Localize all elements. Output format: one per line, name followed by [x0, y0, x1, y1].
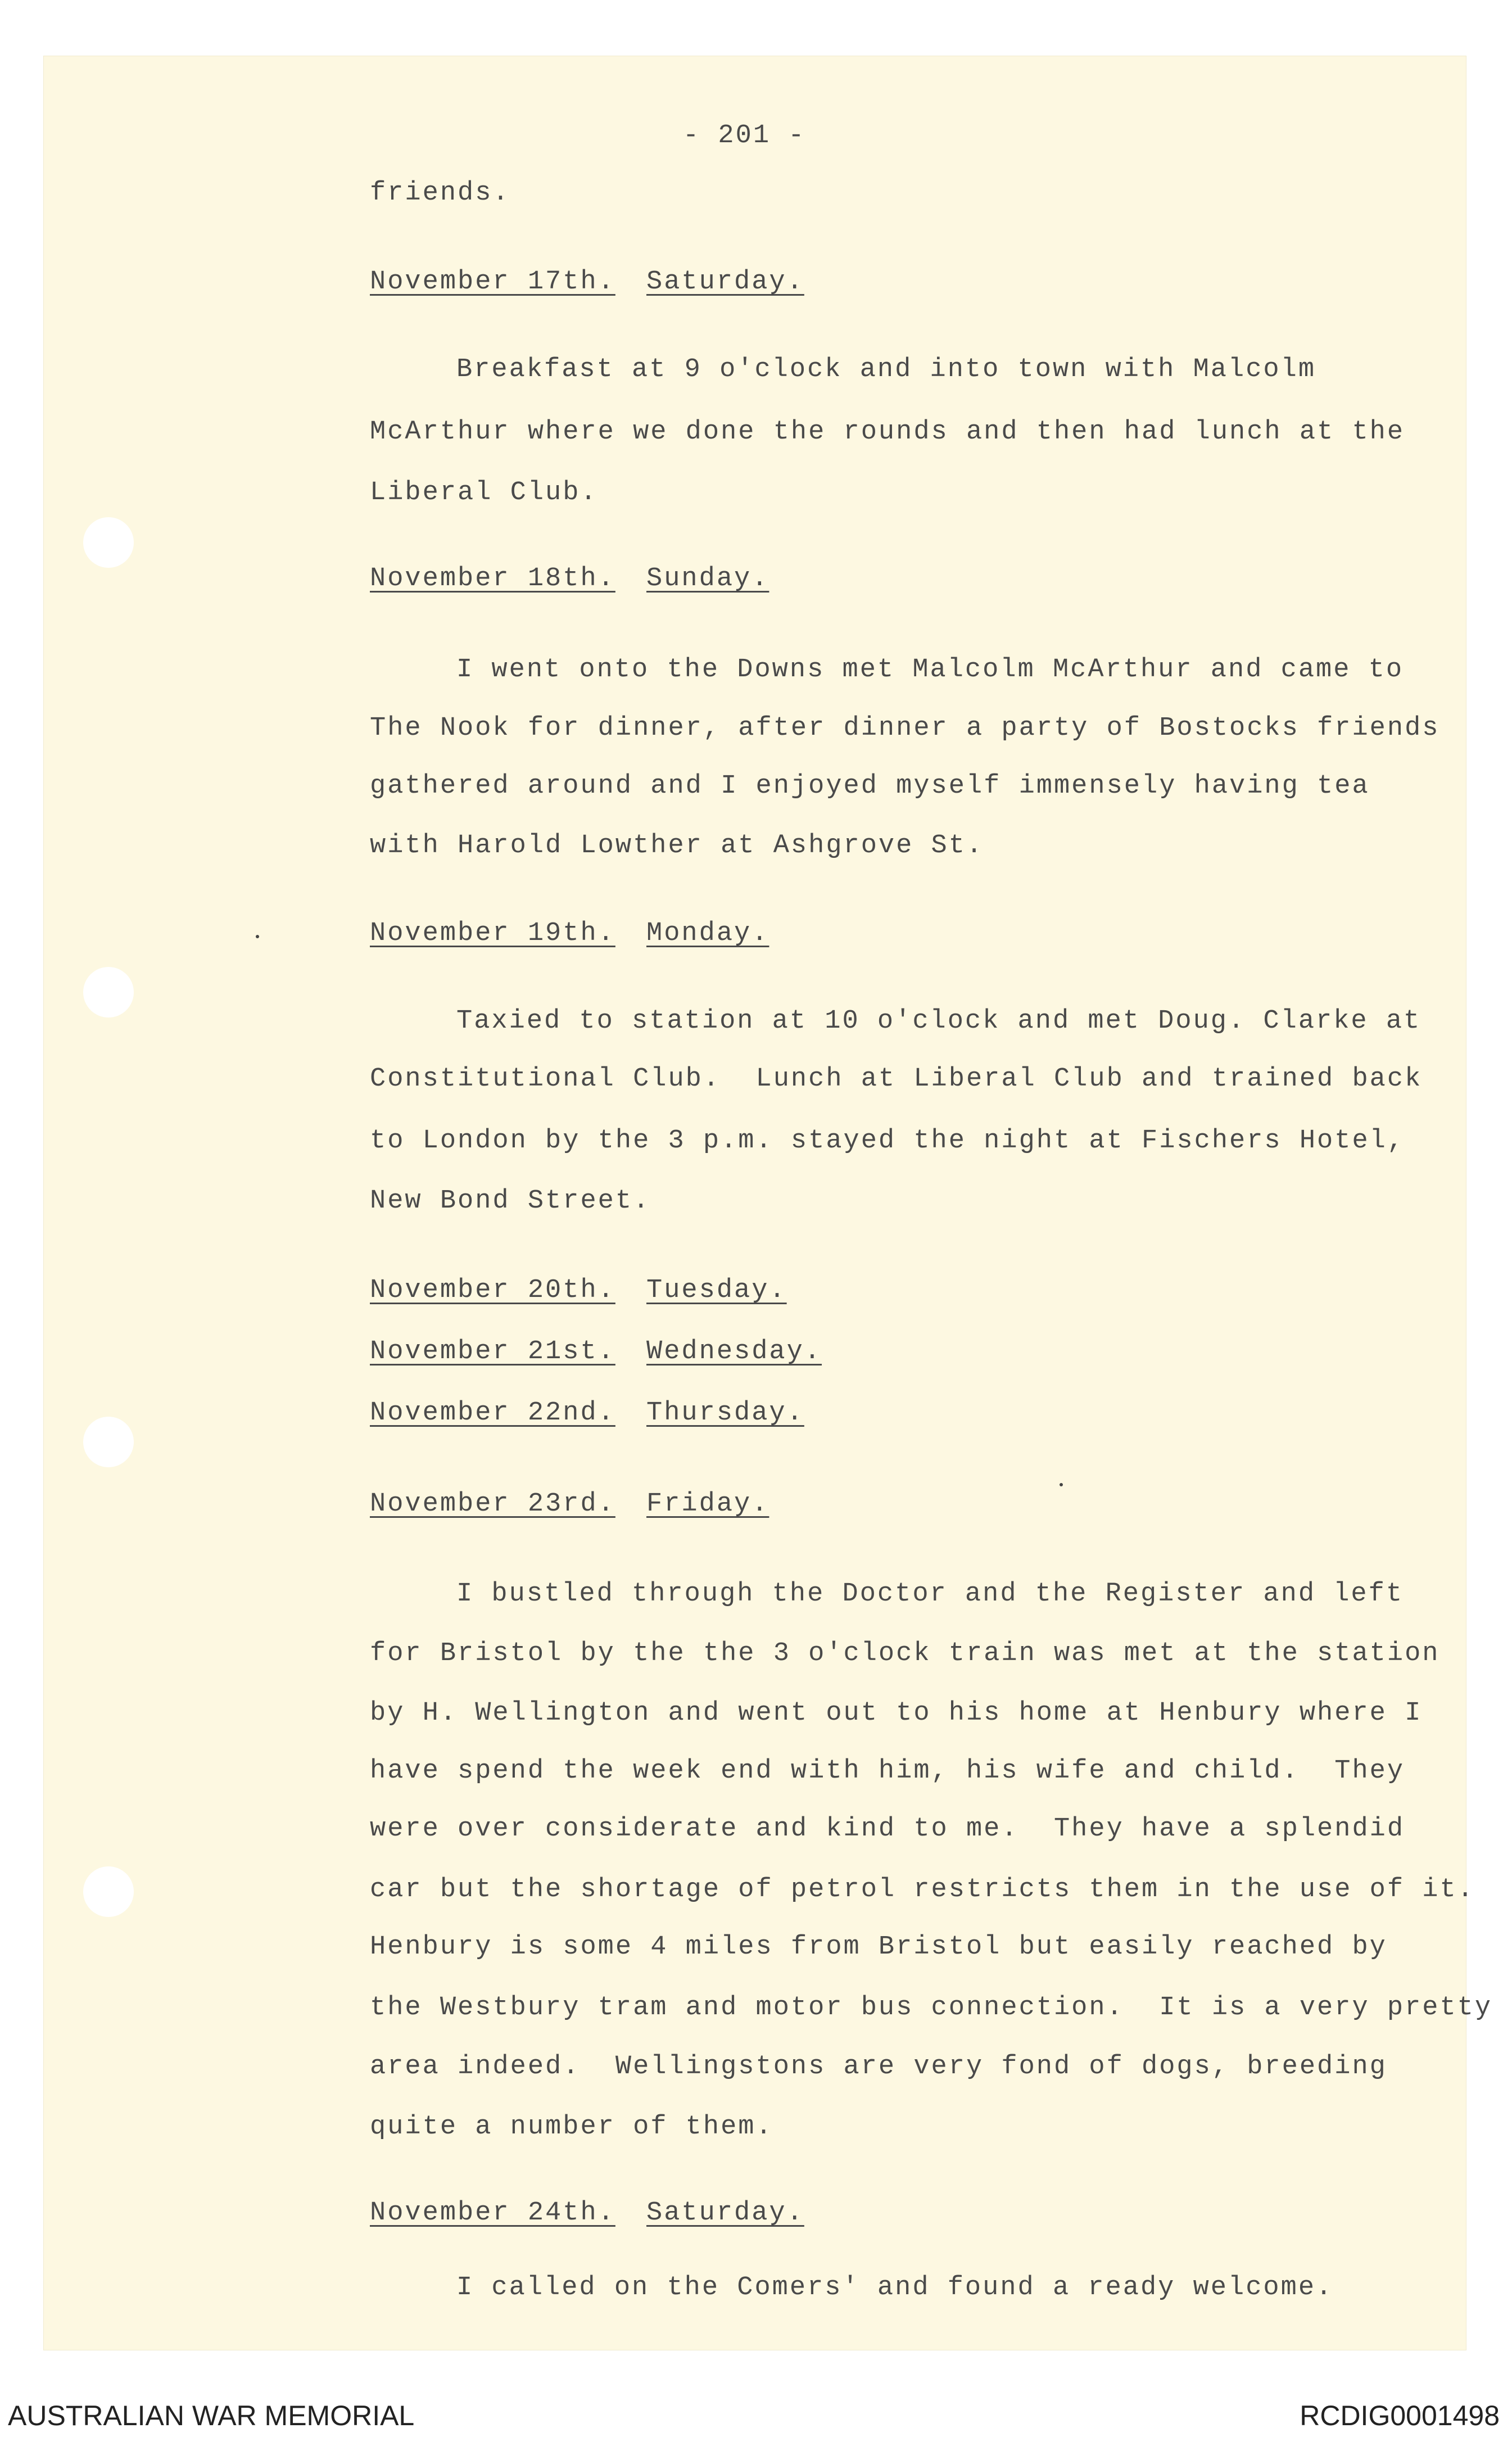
entry-date: November 18th. — [370, 564, 615, 594]
entry-date: November 21st. — [370, 1337, 615, 1367]
paragraph-line: I called on the Comers' and found a ready welcome. — [456, 2273, 1334, 2303]
entry-day: Saturday. — [646, 267, 804, 297]
punch-hole — [83, 517, 134, 568]
paragraph-line: Liberal Club. — [370, 478, 598, 508]
page-number: - 201 - — [683, 121, 806, 151]
ink-speck — [1060, 1483, 1063, 1486]
paragraph-line: McArthur where we done the rounds and then had lunch at the — [370, 417, 1405, 447]
paragraph-line: Taxied to station at 10 o'clock and met Doug. Clarke at — [456, 1006, 1422, 1036]
paragraph-line: quite a number of them. — [370, 2112, 773, 2142]
paragraph-line: Henbury is some 4 miles from Bristol but easily reached by — [370, 1932, 1387, 1962]
ink-speck — [256, 935, 259, 938]
punch-hole — [83, 1866, 134, 1917]
entry-date: November 20th. — [370, 1276, 615, 1305]
paragraph-line: have spend the week end with him, his wife and child. They — [370, 1756, 1405, 1786]
entry-day: Tuesday. — [646, 1276, 787, 1305]
opening-line: friends. — [370, 178, 510, 208]
paragraph-line: I bustled through the Doctor and the Register and left — [456, 1579, 1404, 1609]
entry-day: Saturday. — [646, 2198, 804, 2228]
entry-day: Thursday. — [646, 1398, 804, 1428]
entry-date: November 24th. — [370, 2198, 615, 2228]
paragraph-line: New Bond Street. — [370, 1186, 651, 1216]
entry-date: November 17th. — [370, 267, 615, 297]
entry-day: Sunday. — [646, 564, 769, 594]
paragraph-line: area indeed. Wellingstons are very fond of dogs, breeding — [370, 2052, 1387, 2082]
paragraph-line: for Bristol by the the 3 o'clock train was met at the station — [370, 1639, 1440, 1669]
paragraph-line: The Nook for dinner, after dinner a party of Bostocks friends — [370, 713, 1440, 743]
entry-date: November 22nd. — [370, 1398, 615, 1428]
institution-label: AUSTRALIAN WAR MEMORIAL — [8, 2400, 415, 2431]
paragraph-line: gathered around and I enjoyed myself immensely having tea — [370, 771, 1370, 801]
paragraph-line: Breakfast at 9 o'clock and into town with Malcolm — [456, 355, 1316, 385]
paragraph-line: to London by the 3 p.m. stayed the night at Fischers Hotel, — [370, 1126, 1405, 1156]
paragraph-line: by H. Wellington and went out to his home at Henbury where I — [370, 1698, 1423, 1728]
entry-day: Monday. — [646, 919, 769, 948]
paragraph-line: I went onto the Downs met Malcolm McArthur and came to — [456, 655, 1404, 685]
punch-hole — [83, 967, 134, 1018]
paragraph-line: with Harold Lowther at Ashgrove St. — [370, 831, 984, 861]
entry-date: November 19th. — [370, 919, 615, 948]
paragraph-line: Constitutional Club. Lunch at Liberal Club and trained back — [370, 1064, 1423, 1094]
paragraph-line: car but the shortage of petrol restricts them in the use of it. — [370, 1875, 1475, 1905]
paragraph-line: were over considerate and kind to me. They have a splendid — [370, 1814, 1405, 1844]
paragraph-line: the Westbury tram and motor bus connection. It is a very pretty — [370, 1993, 1493, 2023]
entry-date: November 23rd. — [370, 1489, 615, 1519]
record-id: RCDIG0001498 — [1300, 2400, 1500, 2431]
entry-day: Wednesday. — [646, 1337, 822, 1367]
punch-hole — [83, 1417, 134, 1467]
entry-day: Friday. — [646, 1489, 769, 1519]
